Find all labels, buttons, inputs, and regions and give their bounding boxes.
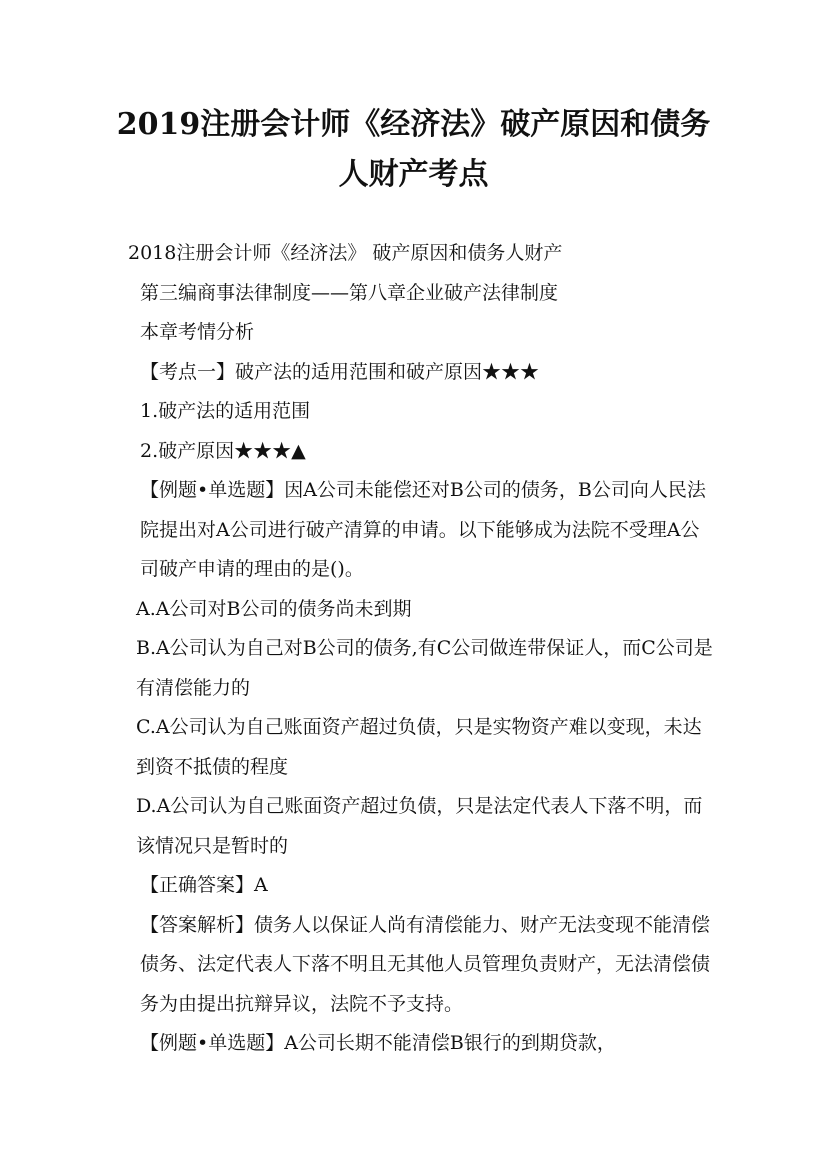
question-paragraph: 【例题•单选题】因A公司未能偿还对B公司的债务，B公司向人民法院提出对A公司进行破产清算的申请。以下能够成为法院不受理A公司破产申请的理由的是()。	[140, 479, 706, 580]
list-item: 1.破产法的适用范围	[140, 400, 311, 422]
document-body	[128, 234, 714, 1064]
answer-explanation: 【答案解析】债务人以保证人尚有清偿能力、财产无法变现不能清偿债务、法定代表人下落不明且无其他人员管理负责财产，无法清偿债务为由提出抗辩异议，法院不予支持。	[140, 913, 711, 1015]
list-item: 2.破产原因★★★▲	[140, 439, 306, 462]
option-d: D.A公司认为自己账面资产超过负债，只是法定代表人下落不明，而该情况只是暂时的	[136, 795, 703, 857]
correct-answer: 【正确答案】A	[140, 874, 268, 896]
option-c: C.A公司认为自己账面资产超过负债，只是实物资产难以变现，未达到资不抵债的程度	[136, 716, 702, 778]
option-b: B.A公司认为自己对B公司的债务,有C公司做连带保证人，而C公司是有清偿能力的	[136, 637, 713, 699]
document-title	[60, 100, 767, 200]
subtitle-paragraph: 2018注册会计师《经济法》 破产原因和债务人财产	[128, 242, 563, 264]
question-paragraph: 【例题•单选题】A公司长期不能清偿B银行的到期贷款，	[140, 1032, 616, 1054]
option-a: A.A公司对B公司的债务尚未到期	[136, 597, 412, 620]
chapter-analysis-heading: 本章考情分析	[140, 321, 255, 343]
key-point-heading: 【考点一】破产法的适用范围和破产原因★★★	[140, 360, 540, 383]
title-line-1: 2019注册会计师《经济法》破产原因和债务	[116, 107, 711, 142]
title-line-2: 人财产考点	[338, 157, 489, 192]
section-heading: 第三编商事法律制度——第八章企业破产法律制度	[140, 281, 559, 304]
